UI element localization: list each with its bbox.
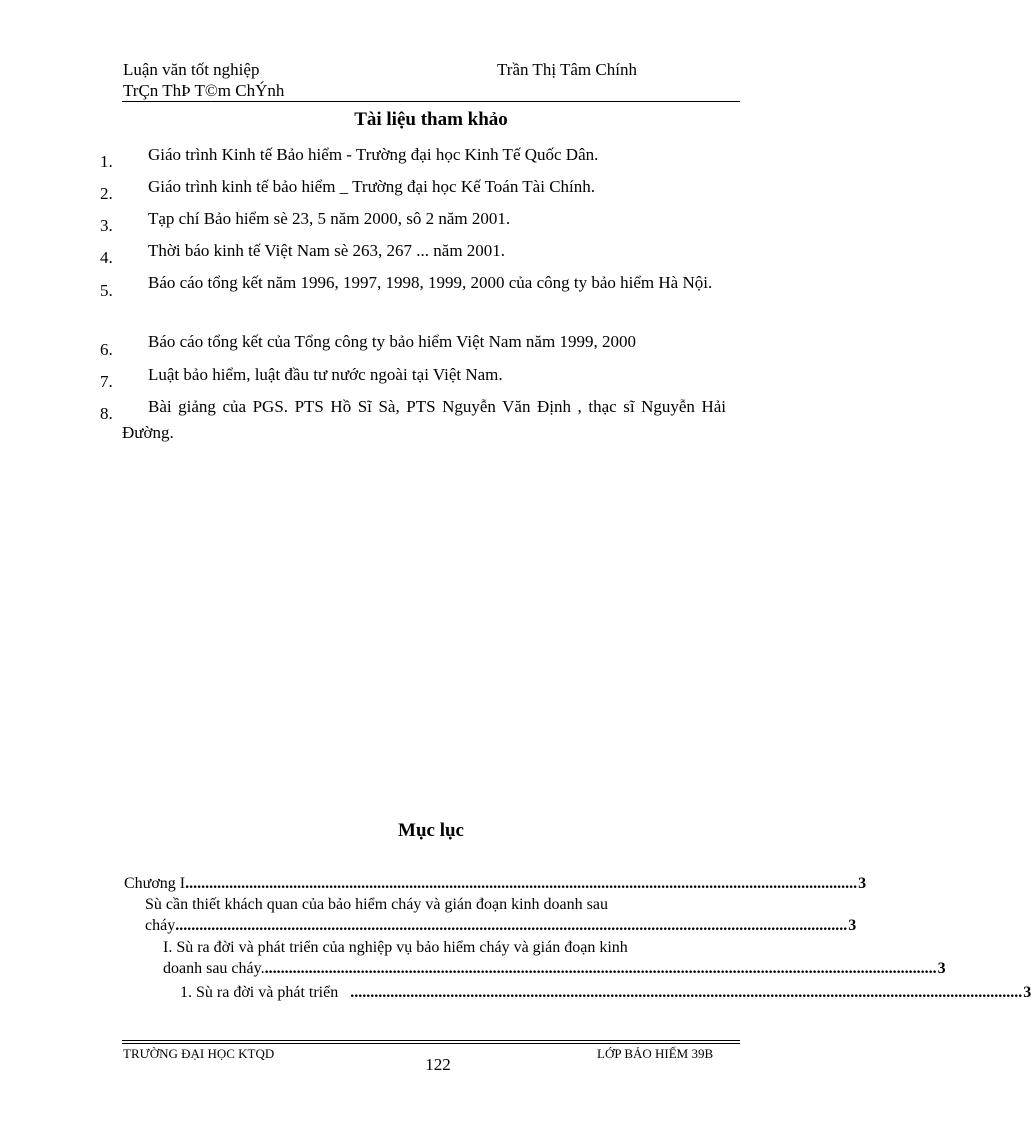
toc-page-number: 3 xyxy=(858,875,867,892)
toc-entry-label: doanh sau cháy. xyxy=(163,960,265,977)
toc-entry[interactable] xyxy=(180,982,1031,1003)
toc-entry-label: 1. Sù ra đời và phát triển xyxy=(180,984,351,1001)
toc-leader-dots: ........................................................................................................................................................................ xyxy=(175,917,848,934)
toc-leader-dots: ........................................................................................................................................................................ xyxy=(185,875,858,892)
footer-school: TRƯỜNG ĐẠI HỌC KTQD xyxy=(123,1046,275,1061)
toc-page-number: 3 xyxy=(848,917,857,934)
toc-entry[interactable] xyxy=(124,873,867,894)
reference-number: 4. xyxy=(100,248,113,267)
reference-text: Thời báo kinh tế Việt Nam sè 263, 267 ... năm 2001. xyxy=(148,241,506,260)
header-left-line1: Luận văn tốt nghiệp xyxy=(123,60,260,79)
reference-text: Bài giảng của PGS. PTS Hồ Sĩ Sà, PTS Nguyễn Văn Định , thạc sĩ Nguyễn Hải Đường. xyxy=(122,397,726,442)
references-title: Tài liệu tham khảo xyxy=(354,109,508,130)
toc-page-number: 3 xyxy=(1023,984,1031,1001)
header-rule xyxy=(122,101,740,102)
reference-number: 8. xyxy=(100,404,113,423)
reference-text: Giáo trình kinh tế bảo hiểm _ Trường đại học Kế Toán Tài Chính. xyxy=(148,177,596,196)
reference-text: Giáo trình Kinh tế Bảo hiểm - Trường đại học Kinh Tế Quốc Dân. xyxy=(148,145,599,164)
toc-entry[interactable] xyxy=(145,915,857,936)
reference-text: Tạp chí Bảo hiểm sè 23, 5 năm 2000, sô 2 năm 2001. xyxy=(148,209,511,228)
reference-number: 7. xyxy=(100,372,113,391)
footer-rule-top xyxy=(122,1040,740,1041)
toc-entry-label: cháy xyxy=(145,917,176,934)
header-left-line2: TrÇn ThÞ T©m ChÝnh xyxy=(123,81,285,100)
reference-text: Báo cáo tổng kết của Tổng công ty bảo hiểm Việt Nam năm 1999, 2000 xyxy=(148,332,636,351)
reference-number: 5. xyxy=(100,281,113,300)
footer-class: LỚP BẢO HIỂM 39B xyxy=(597,1046,714,1061)
reference-text: Luật bảo hiểm, luật đầu tư nước ngoài tại Việt Nam. xyxy=(148,365,503,384)
toc-leader-dots: ........................................................................................................................................................................ xyxy=(264,960,937,977)
reference-text: Báo cáo tổng kết năm 1996, 1997, 1998, 1999, 2000 của công ty bảo hiểm Hà Nội. xyxy=(148,273,713,292)
header-right-author: Trần Thị Tâm Chính xyxy=(497,60,637,79)
reference-number: 6. xyxy=(100,340,113,359)
toc-entry-label-line1: Sù cần thiết khách quan của bảo hiểm cháy và gián đoạn kinh doanh sau xyxy=(145,896,608,913)
page-number: 122 xyxy=(425,1055,451,1074)
toc-title: Mục lục xyxy=(398,820,464,841)
reference-number: 1. xyxy=(100,152,113,171)
footer-rule-bottom xyxy=(122,1043,740,1044)
toc-entry-label: Chương I xyxy=(124,875,186,892)
toc-leader-dots: ........................................................................................................................................................................ xyxy=(350,984,1023,1001)
toc-page-number: 3 xyxy=(937,960,946,977)
reference-number: 2. xyxy=(100,184,113,203)
toc-entry-label-line1: I. Sù ra đời và phát triển của nghiệp vụ bảo hiểm cháy và gián đoạn kinh xyxy=(163,939,628,956)
reference-number: 3. xyxy=(100,216,113,235)
toc-entry[interactable] xyxy=(163,958,946,979)
